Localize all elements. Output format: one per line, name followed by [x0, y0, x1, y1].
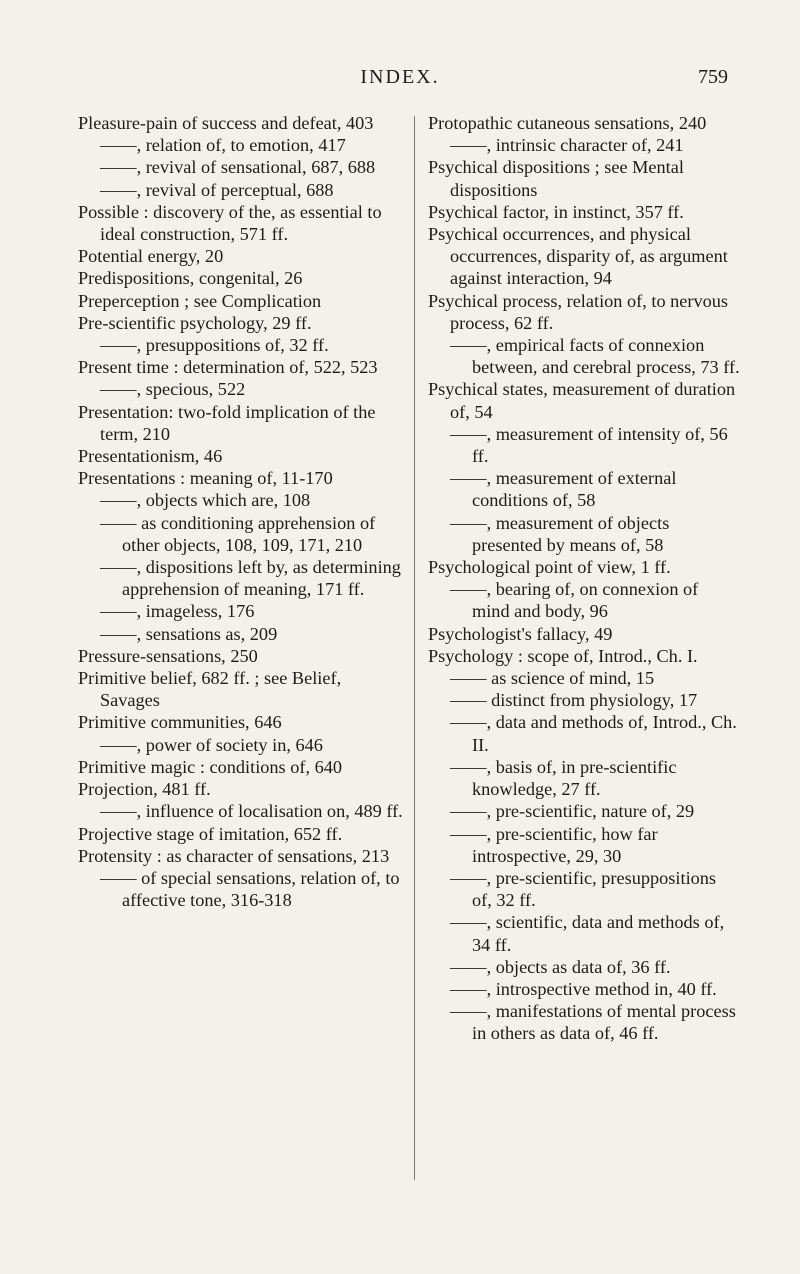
column-divider — [414, 116, 415, 1180]
index-entry: Possible : discovery of the, as essential to ideal construction, 571 ff. — [78, 201, 382, 245]
index-entry: Psychical dispositions ; see Mental dispositions — [428, 157, 684, 200]
index-entry: Protopathic cutaneous sensations, 240 — [428, 113, 707, 133]
index-subentry: ——, empirical facts of connexion between, and cerebral process, 73 ff. — [450, 335, 740, 378]
page-number: 759 — [698, 66, 728, 88]
index-entry: Presentation: two-fold implication of the term, 210 — [78, 401, 376, 444]
right-index-column — [428, 112, 740, 1045]
index-subentry: ——, scientific, data and methods of, 34 ff. — [450, 912, 725, 955]
index-subentry: ——, objects as data of, 36 ff. — [450, 956, 671, 977]
index-entry: Projection, 481 ff. — [78, 779, 211, 800]
index-subentry: ——, data and methods of, Introd., Ch. II. — [450, 712, 737, 755]
index-subentry: ——, measurement of external conditions of, 58 — [450, 468, 677, 511]
index-subentry: ——, pre-scientific, nature of, 29 — [450, 801, 695, 822]
running-head — [0, 66, 800, 96]
left-index-column — [78, 112, 404, 911]
index-entry: Psychologist's fallacy, 49 — [428, 623, 613, 644]
index-entry: Pre-scientific psychology, 29 ff. — [78, 312, 312, 333]
index-subentry: ——, pre-scientific, how far introspective, 29, 30 — [450, 823, 658, 866]
index-entry: Pleasure-pain of success and defeat, 403 — [78, 113, 374, 133]
index-entry: Psychical occurrences, and physical occurrences, disparity of, as argument against interaction, 94 — [428, 224, 728, 289]
index-entry: Protensity : as character of sensations, 213 — [78, 845, 390, 866]
index-subentry: —— as conditioning apprehension of other objects, 108, 109, 171, 210 — [100, 512, 376, 555]
index-entry: Primitive communities, 646 — [78, 712, 282, 733]
index-subentry: ——, sensations as, 209 — [100, 623, 278, 644]
index-subentry: —— of special sensations, relation of, to affective tone, 316-318 — [100, 867, 400, 911]
index-subentry: —— distinct from physiology, 17 — [450, 690, 698, 711]
index-entry: Primitive magic : conditions of, 640 — [78, 756, 343, 777]
index-entry: Potential energy, 20 — [78, 246, 224, 267]
index-entry: Psychical states, measurement of duration of, 54 — [428, 379, 736, 422]
index-subentry: ——, presuppositions of, 32 ff. — [100, 335, 329, 356]
index-entry: Presentationism, 46 — [78, 446, 223, 467]
index-subentry: ——, bearing of, on connexion of mind and body, 96 — [450, 579, 699, 622]
index-subentry: —— as science of mind, 15 — [450, 668, 655, 689]
index-subentry: ——, manifestations of mental process in others as data of, 46 ff. — [450, 1001, 736, 1044]
index-subentry: ——, introspective method in, 40 ff. — [450, 978, 717, 999]
index-subentry: ——, measurement of objects presented by means of, 58 — [450, 512, 670, 555]
index-subentry: ——, influence of localisation on, 489 ff. — [100, 801, 403, 822]
index-entry: Psychical process, relation of, to nervous process, 62 ff. — [428, 290, 729, 333]
index-subentry: ——, relation of, to emotion, 417 — [100, 135, 346, 156]
index-entry: Pressure-sensations, 250 — [78, 645, 258, 666]
index-subentry: ——, revival of sensational, 687, 688 — [100, 157, 376, 178]
index-subentry: ——, measurement of intensity of, 56 ff. — [450, 423, 728, 467]
index-subentry: ——, objects which are, 108 — [100, 490, 311, 511]
index-subentry: ——, imageless, 176 — [100, 601, 255, 622]
index-subentry: ——, pre-scientific, presuppositions of, 32 ff. — [450, 867, 717, 911]
index-entry: Projective stage of imitation, 652 ff. — [78, 823, 343, 844]
index-subentry: ——, intrinsic character of, 241 — [450, 135, 684, 156]
index-entry: Predispositions, congenital, 26 — [78, 268, 303, 289]
index-entry: Psychical factor, in instinct, 357 ff. — [428, 201, 684, 222]
index-subentry: ——, basis of, in pre-scientific knowledge, 27 ff. — [450, 756, 677, 800]
index-subentry: ——, revival of perceptual, 688 — [100, 179, 334, 200]
index-entry: Psychological point of view, 1 ff. — [428, 557, 671, 578]
index-entry: Psychology : scope of, Introd., Ch. I. — [428, 645, 698, 666]
index-entry: Present time : determination of, 522, 523 — [78, 357, 378, 378]
page-title: INDEX. — [360, 66, 440, 88]
index-entry: Preperception ; see Complication — [78, 290, 322, 311]
index-entry: Primitive belief, 682 ff. ; see Belief, Savages — [78, 668, 342, 711]
index-subentry: ——, dispositions left by, as determining apprehension of meaning, 171 ff. — [100, 557, 401, 600]
index-subentry: ——, specious, 522 — [100, 379, 246, 400]
index-subentry: ——, power of society in, 646 — [100, 734, 323, 755]
index-entry: Presentations : meaning of, 11-170 — [78, 468, 333, 489]
